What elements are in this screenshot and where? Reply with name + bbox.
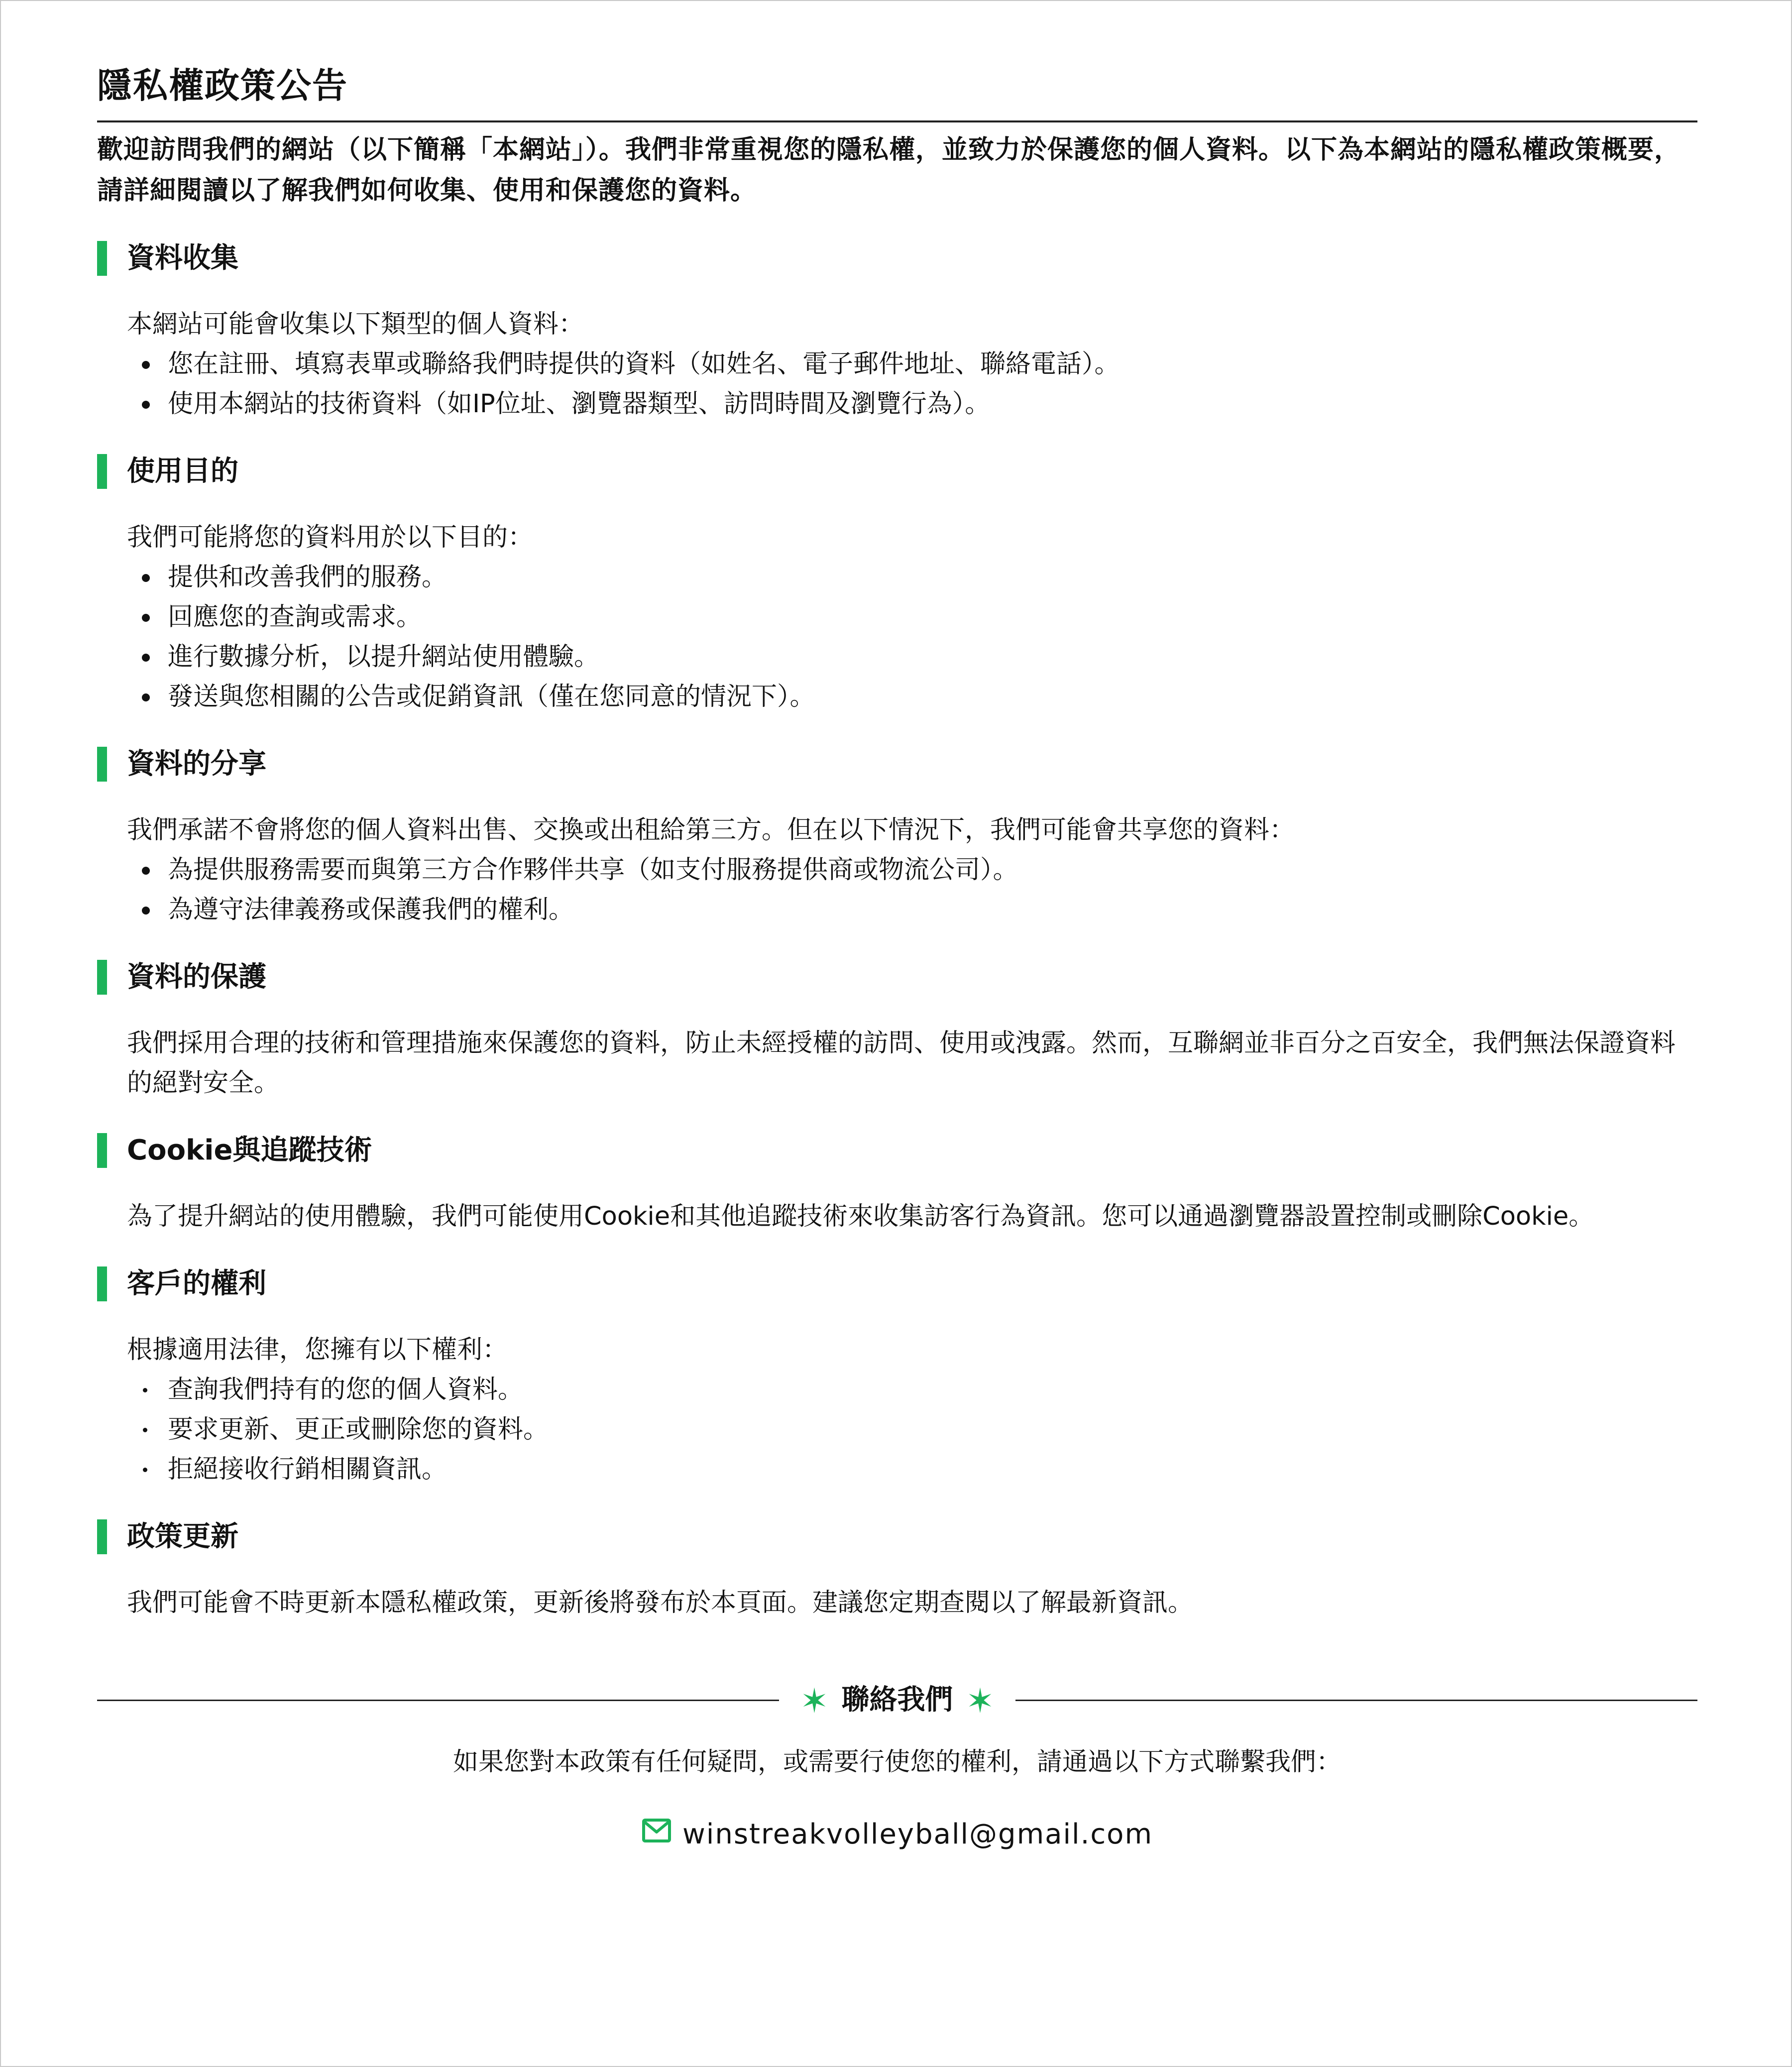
list-item: 要求更新、更正或刪除您的資料。	[127, 1410, 1697, 1450]
section-cookie-tracking	[97, 1132, 1697, 1237]
list-item: 提供和改善我們的服務。	[127, 558, 1697, 597]
section-data-protection	[97, 959, 1697, 1103]
section-heading-label: 資料收集	[127, 242, 238, 274]
section-heading	[97, 1265, 1697, 1302]
section-heading	[97, 1518, 1697, 1555]
section-body	[97, 305, 1697, 424]
section-text: 我們可能會不時更新本隱私權政策，更新後將發布於本頁面。建議您定期查閱以了解最新資訊。	[127, 1588, 1194, 1617]
email-link[interactable]: winstreakvolleyball@gmail.com	[682, 1818, 1153, 1850]
list-item: 拒絕接收行銷相關資訊。	[127, 1450, 1697, 1490]
heading-accent-bar	[97, 241, 107, 276]
section-heading-label: 政策更新	[127, 1520, 238, 1553]
section-heading	[97, 959, 1697, 996]
list-item: 為遵守法律義務或保護我們的權利。	[127, 890, 1697, 930]
section-heading-label: 資料的分享	[127, 748, 266, 780]
contact-heading	[97, 1678, 1697, 1724]
list-item: 回應您的查詢或需求。	[127, 597, 1697, 637]
section-lead: 根據適用法律，您擁有以下權利：	[127, 1335, 508, 1365]
section-lead: 我們可能將您的資料用於以下目的：	[127, 523, 534, 552]
section-heading	[97, 1132, 1697, 1169]
email-row[interactable]	[97, 1815, 1697, 1856]
bullet-list	[127, 850, 1697, 930]
bullet-list	[127, 558, 1697, 717]
section-usage-purpose	[97, 453, 1697, 717]
list-item: 進行數據分析，以提升網站使用體驗。	[127, 637, 1697, 677]
heading-accent-bar	[97, 454, 107, 489]
section-body	[97, 1583, 1697, 1623]
heading-accent-bar	[97, 1519, 107, 1554]
privacy-policy	[97, 56, 1697, 1856]
section-body	[97, 1330, 1697, 1490]
section-body	[97, 1197, 1697, 1237]
section-heading-label: 使用目的	[127, 455, 238, 487]
section-text: 我們採用合理的技術和管理措施來保護您的資料，防止未經授權的訪問、使用或洩露。然而，互聯網並非百分之百安全，我們無法保證資料的絕對安全。	[127, 1029, 1676, 1098]
list-item: 使用本網站的技術資料（如IP位址、瀏覽器類型、訪問時間及瀏覽行為）。	[127, 384, 1697, 424]
section-data-collection	[97, 240, 1697, 424]
bullet-list	[127, 1370, 1697, 1490]
page-title: 隱私權政策公告	[97, 56, 1697, 122]
intro-text: 歡迎訪問我們的網站（以下簡稱「本網站」）。我們非常重視您的隱私權，並致力於保護您的個人資料。以下為本網站的隱私權政策概要，請詳細閱讀以了解我們如何收集、使用和保護您的資料。	[97, 135, 1681, 206]
list-item: 發送與您相關的公告或促銷資訊（僅在您同意的情況下）。	[127, 677, 1697, 717]
heading-accent-bar	[97, 1133, 107, 1168]
section-data-sharing	[97, 746, 1697, 930]
star-icon: ✶	[966, 1681, 995, 1721]
list-item: 為提供服務需要而與第三方合作夥伴共享（如支付服務提供商或物流公司）。	[127, 850, 1697, 890]
heading-accent-bar	[97, 1266, 107, 1301]
bullet-list	[127, 344, 1697, 424]
heading-accent-bar	[97, 747, 107, 782]
section-body	[97, 518, 1697, 717]
list-item: 您在註冊、填寫表單或聯絡我們時提供的資料（如姓名、電子郵件地址、聯絡電話）。	[127, 344, 1697, 384]
section-lead: 本網站可能會收集以下類型的個人資料：	[127, 310, 584, 339]
section-lead: 我們承諾不會將您的個人資料出售、交換或出租給第三方。但在以下情況下，我們可能會共享您的資料：	[127, 815, 1295, 845]
section-heading-label: 資料的保護	[127, 961, 266, 993]
section-body	[97, 1024, 1697, 1103]
list-item: 查詢我們持有的您的個人資料。	[127, 1370, 1697, 1410]
heading-accent-bar	[97, 960, 107, 995]
mail-icon	[642, 1814, 672, 1854]
section-heading	[97, 453, 1697, 490]
section-body	[97, 810, 1697, 930]
contact-text: 如果您對本政策有任何疑問，或需要行使您的權利，請通過以下方式聯繫我們：	[452, 1747, 1342, 1777]
section-policy-update	[97, 1518, 1697, 1623]
section-heading	[97, 746, 1697, 783]
section-text: 為了提升網站的使用體驗，我們可能使用Cookie和其他追蹤技術來收集訪客行為資訊。您可以通過瀏覽器設置控制或刪除Cookie。	[127, 1202, 1594, 1231]
star-icon: ✶	[800, 1681, 829, 1721]
section-heading-label: 客戶的權利	[127, 1267, 266, 1300]
section-heading-label: Cookie與追蹤技術	[127, 1134, 372, 1166]
section-heading	[97, 240, 1697, 277]
contact-heading-label: 聯絡我們	[841, 1684, 953, 1716]
contact-divider	[97, 1678, 1697, 1722]
section-customer-rights	[97, 1265, 1697, 1490]
